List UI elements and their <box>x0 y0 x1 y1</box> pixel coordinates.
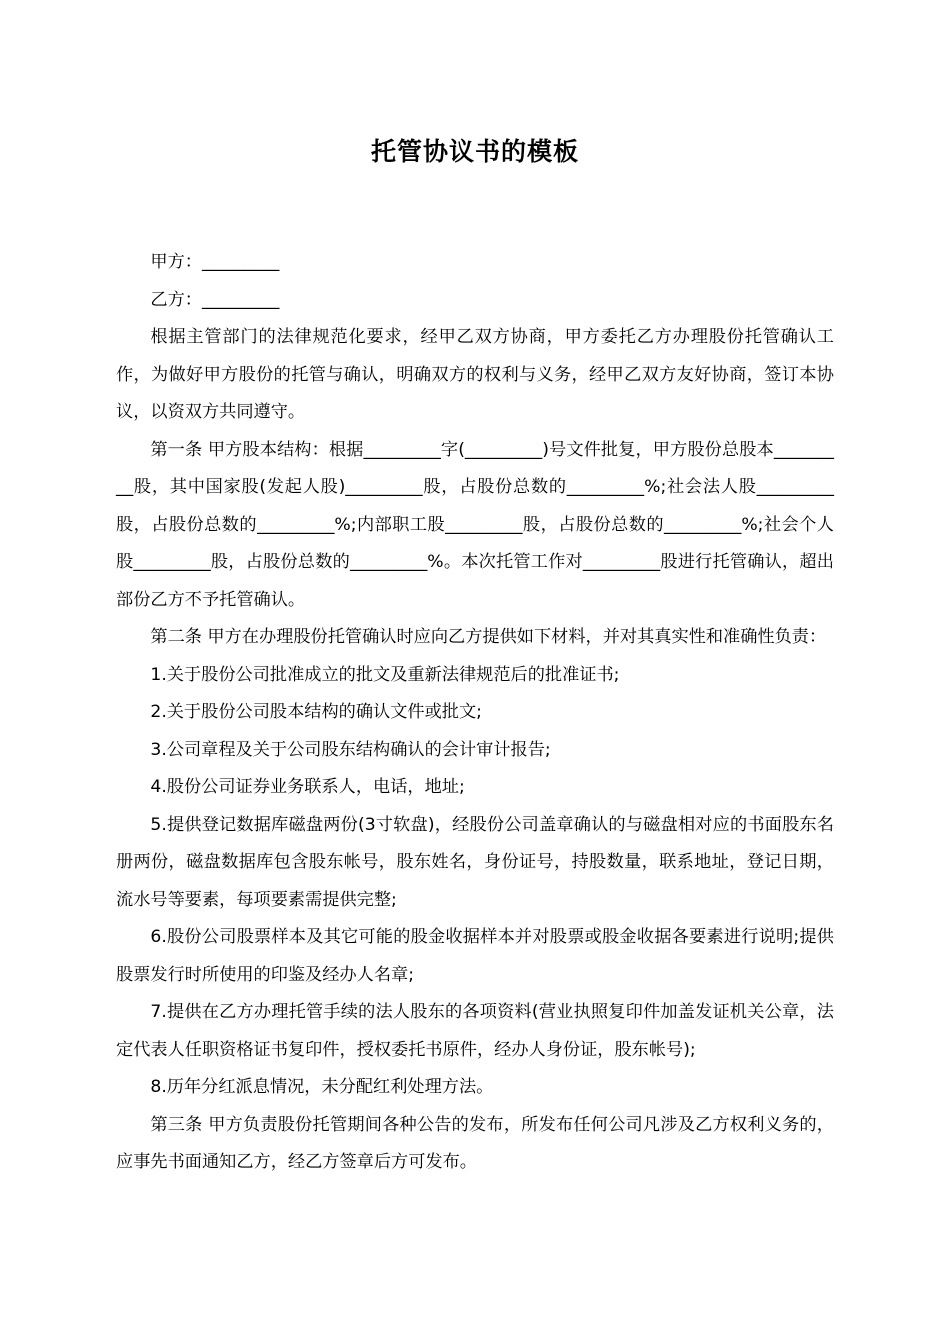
article-3-paragraph: 第三条 甲方负责股份托管期间各种公告的发布，所发布任何公司凡涉及乙方权利义务的，应事先书面通知乙方，经乙方签章后方可发布。 <box>116 1114 834 1172</box>
article-2-item-4: 4.股份公司证券业务联系人，电话，地址; <box>150 777 465 797</box>
article-2-item-2: 2.关于股份公司股本结构的确认文件或批文; <box>150 702 482 722</box>
article-2-item-1: 1.关于股份公司批准成立的批文及重新法律规范后的批准证书; <box>150 664 620 685</box>
article-2-item-8: 8.历年分红派息情况，未分配红利处理方法。 <box>150 1077 494 1097</box>
article-1-paragraph: 第一条 甲方股本结构：根据_________字(_________)号文件批复，甲方股份总股本_________股，其中国家股(发起人股)_________股，占股份总数的_________%;社会法人股_________股，占股份总数的_________%;内部职工股_________股，占股份总数的_________%;社会个人股_________股，占股份总数的_________%。本次托管工作对_________股进行托管确认，超出部份乙方不予托管确认。 <box>116 439 834 610</box>
document-title: 托管协议书的模板 <box>370 137 579 166</box>
party-a-line: 甲方：_________ <box>150 252 280 272</box>
party-b-line: 乙方：_________ <box>150 289 280 310</box>
article-2-paragraph: 第二条 甲方在办理股份托管确认时应向乙方提供如下材料，并对其真实性和准确性负责： <box>150 627 827 647</box>
preamble-paragraph: 根据主管部门的法律规范化要求，经甲乙双方协商，甲方委托乙方办理股份托管确认工作，为做好甲方股份的托管与确认，明确双方的权利与义务，经甲乙双方友好协商，签订本协议，以资双方共同遵守。 <box>116 327 834 422</box>
article-2-item-7: 7.提供在乙方办理托管手续的法人股东的各项资料(营业执照复印件加盖发证机关公章，法定代表人任职资格证书复印件，授权委托书原件，经办人身份证，股东帐号); <box>116 1002 834 1060</box>
article-2-item-6: 6.股份公司股票样本及其它可能的股金收据样本并对股票或股金收据各要素进行说明;提供股票发行时所使用的印鉴及经办人名章; <box>116 927 834 985</box>
document-body <box>116 244 834 1182</box>
article-2-item-3: 3.公司章程及关于公司股东结构确认的会计审计报告; <box>150 739 551 760</box>
article-2-item-5: 5.提供登记数据库磁盘两份(3寸软盘)，经股份公司盖章确认的与磁盘相对应的书面股东名册两份，磁盘数据库包含股东帐号，股东姓名，身份证号，持股数量，联系地址，登记日期，流水号等要素，每项要素需提供完整; <box>116 814 834 910</box>
